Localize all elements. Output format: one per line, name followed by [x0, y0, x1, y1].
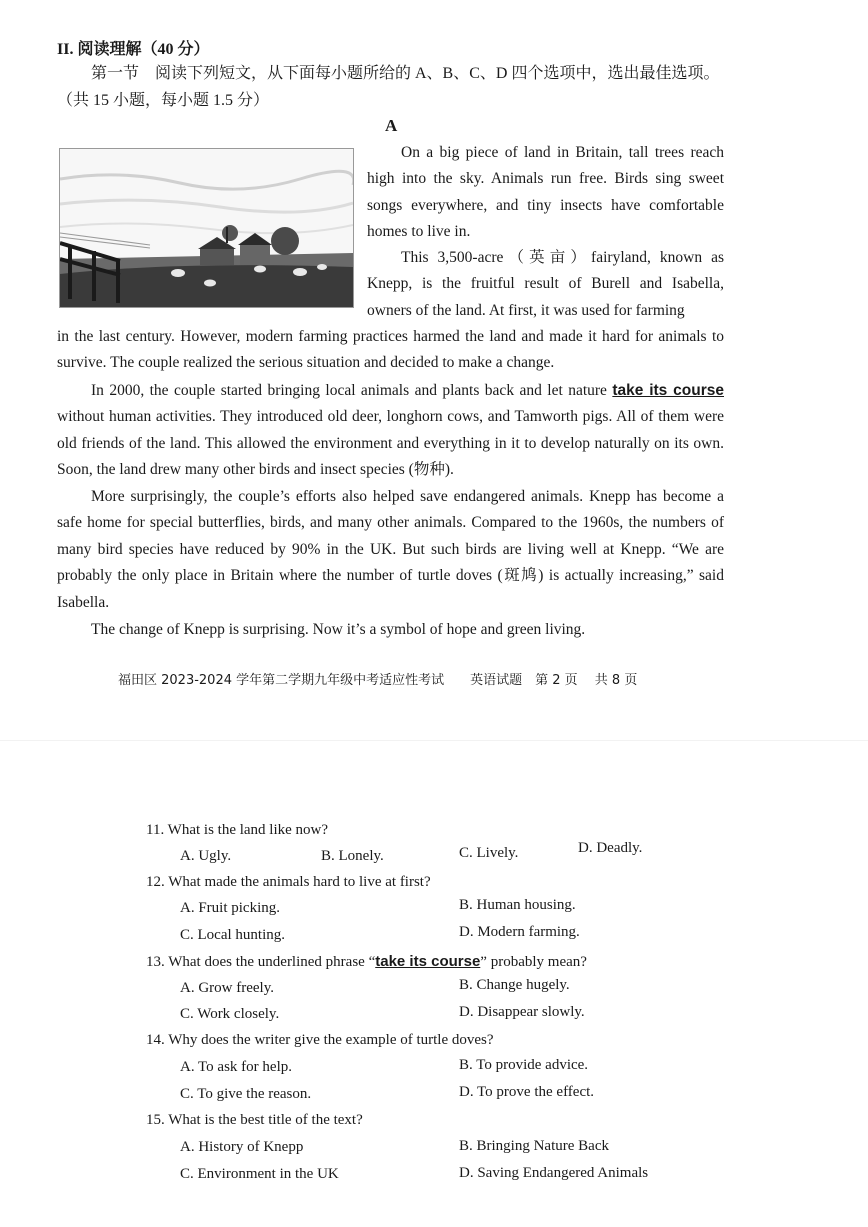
- q15-option-c: C. Environment in the UK: [180, 1166, 339, 1182]
- passage-paragraph-2-lead: This 3,500-acre（英亩）fairyland, known as Knepp, is the fruitful result of Burell and Isabella, owners of the land. At first, it was used for farming: [367, 249, 724, 319]
- q13-underlined-phrase: take its course: [375, 953, 481, 970]
- passage-paragraph-5: The change of Knepp is surprising. Now it’s a symbol of hope and green living.: [91, 621, 586, 638]
- p3-text-after: without human activities. They introduced old deer, longhorn cows, and Tamworth pigs. All of them were old friends of the land. This allowed the environment and everything in it to develop naturally on its own. Soon, the land drew many other birds and insect species (物种).: [57, 408, 724, 479]
- q13-option-d: D. Disappear slowly.: [459, 1004, 585, 1020]
- underlined-phrase: take its course: [612, 382, 724, 399]
- q13-option-c: C. Work closely.: [180, 1006, 280, 1022]
- q13-stem-before: 13. What does the underlined phrase “: [146, 954, 376, 970]
- section-instruction: 第一节 阅读下列短文，从下面每小题所给的 A、B、C、D 四个选项中，选出最佳选项。（共 15 小题，每小题 1.5 分）: [57, 65, 720, 109]
- passage-paragraph-2-tail: in the last century. However, modern farming practices harmed the land and made it hard for animals to survive. The couple realized the serious situation and decided to make a change.: [57, 328, 724, 372]
- q13-option-b: B. Change hugely.: [459, 977, 570, 993]
- q13-option-a: A. Grow freely.: [180, 980, 274, 996]
- passage-paragraph-3: [57, 378, 724, 484]
- q11-option-a: A. Ugly.: [180, 848, 232, 864]
- question-15: 15. What is the best title of the text?: [146, 1112, 363, 1128]
- q14-option-a: A. To ask for help.: [180, 1059, 292, 1075]
- q15-option-a: A. History of Knepp: [180, 1139, 304, 1155]
- page-footer: 福田区 2023-2024 学年第二学期九年级中考适应性考试 英语试题 第 2 页 共 8 页: [118, 673, 638, 688]
- farm-illustration: [59, 148, 354, 308]
- q12-option-c: C. Local hunting.: [180, 927, 285, 943]
- passage-paragraph-1: On a big piece of land in Britain, tall trees reach high into the sky. Animals run free. Birds sing sweet songs everywhere, and tiny insects have comfortable homes to live in.: [367, 144, 724, 241]
- q14-option-b: B. To provide advice.: [459, 1057, 589, 1073]
- passage-letter: A: [385, 116, 398, 135]
- q15-option-b: B. Bringing Nature Back: [459, 1138, 609, 1154]
- q15-option-d: D. Saving Endangered Animals: [459, 1165, 649, 1181]
- question-11: 11. What is the land like now?: [146, 822, 329, 838]
- q11-option-c: C. Lively.: [459, 845, 519, 861]
- q12-option-a: A. Fruit picking.: [180, 900, 280, 916]
- q11-option-b: B. Lonely.: [321, 848, 384, 864]
- question-13: [146, 953, 587, 971]
- q14-option-d: D. To prove the effect.: [459, 1084, 595, 1100]
- page-divider: [0, 740, 868, 741]
- q11-option-d: D. Deadly.: [578, 840, 643, 856]
- section-title: II. 阅读理解（40 分）: [57, 41, 210, 58]
- question-12: 12. What made the animals hard to live at first?: [146, 874, 431, 890]
- q14-option-c: C. To give the reason.: [180, 1086, 312, 1102]
- q12-option-d: D. Modern farming.: [459, 924, 580, 940]
- q13-stem-after: ” probably mean?: [480, 954, 587, 970]
- question-14: 14. Why does the writer give the example of turtle doves?: [146, 1032, 494, 1048]
- passage-paragraph-4: More surprisingly, the couple’s efforts also helped save endangered animals. Knepp has become a safe home for special butterflies, birds, and many other animals. Compared to the 1960s, the numbers of many bird species have reduced by 90% in the UK. But such birds are living well at Knepp. “We are probably the only place in Britain where the number of turtle doves (斑鸠) is actually increasing,” said Isabella.: [57, 488, 724, 611]
- q12-option-b: B. Human housing.: [459, 897, 576, 913]
- p3-text-before: In 2000, the couple started bringing local animals and plants back and let nature: [91, 382, 613, 399]
- farm-landscape-icon: [60, 149, 353, 307]
